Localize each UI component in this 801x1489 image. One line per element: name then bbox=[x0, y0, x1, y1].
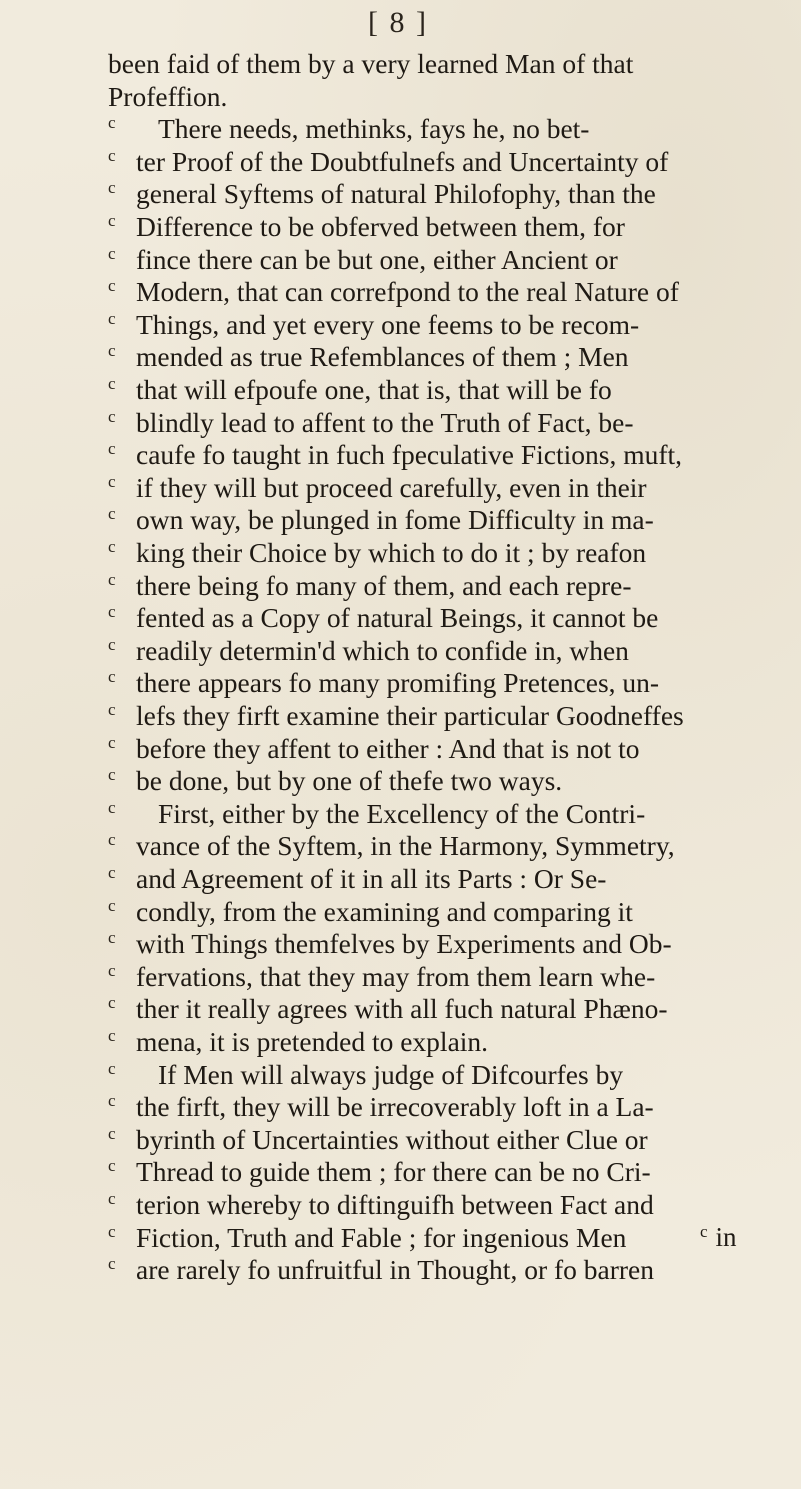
text-line: mended as true Refemblances of them ; Men bbox=[136, 341, 629, 373]
quote-mark: c bbox=[108, 1254, 116, 1274]
text-line: fince there can be but one, either Ancient or bbox=[136, 243, 618, 275]
text-line: general Syftems of natural Philofophy, than the bbox=[136, 178, 656, 210]
text-line: caufe fo taught in fuch fpeculative Fictions, muft, bbox=[136, 439, 683, 471]
quote-mark: c bbox=[108, 308, 116, 328]
text-line: Things, and yet every one feems to be recom- bbox=[136, 308, 640, 340]
quote-mark: c bbox=[108, 211, 116, 230]
text-line: ter Proof of the Doubtfulnefs and Uncertainty of bbox=[136, 145, 669, 177]
quote-mark: c bbox=[108, 895, 116, 915]
text-line: if they will but proceed carefully, even in their bbox=[136, 471, 647, 503]
catchword-text: in bbox=[715, 1222, 737, 1252]
text-line: There needs, methinks, fays he, no bet- bbox=[158, 113, 590, 145]
quote-mark: c bbox=[108, 1189, 116, 1208]
quote-mark: c bbox=[108, 145, 116, 165]
quote-mark: c bbox=[108, 341, 116, 361]
text-line: Fiction, Truth and Fable ; for ingenious Men bbox=[136, 1221, 627, 1253]
text-line: If Men will always judge of Difcourfes by bbox=[158, 1058, 624, 1090]
quote-mark: c bbox=[108, 928, 116, 948]
text-line: fented as a Copy of natural Beings, it cannot be bbox=[136, 602, 659, 634]
text-line: before they affent to either : And that is not to bbox=[136, 732, 640, 764]
quote-mark: c bbox=[108, 732, 116, 752]
text-line: lefs they firft examine their particular Goodneffes bbox=[136, 700, 684, 731]
page-number: [ 8 ] bbox=[368, 6, 428, 39]
catchword-quote-mark: c bbox=[700, 1222, 708, 1241]
quote-mark: c bbox=[108, 765, 116, 785]
quote-mark: c bbox=[108, 374, 116, 393]
text-line: are rarely fo unfruitful in Thought, or fo barren bbox=[136, 1254, 654, 1286]
text-line: fervations, that they may from them learn whe- bbox=[136, 960, 656, 992]
quote-mark: c bbox=[108, 830, 116, 850]
quote-mark: c bbox=[108, 276, 116, 296]
text-line: ther it really agrees with all fuch natural Phæno- bbox=[136, 993, 668, 1025]
quote-mark: c bbox=[108, 1123, 116, 1143]
text-line: Modern, that can correfpond to the real Nature of bbox=[136, 276, 679, 308]
catchword bbox=[700, 1222, 737, 1253]
quote-mark: c bbox=[108, 863, 116, 882]
quote-mark: c bbox=[108, 439, 116, 459]
quote-mark: c bbox=[108, 113, 116, 133]
text-line: condly, from the examining and comparing it bbox=[136, 895, 633, 927]
text-line: that will efpoufe one, that is, that will be fo bbox=[136, 374, 612, 405]
text-line: byrinth of Uncertainties without either Clue or bbox=[136, 1123, 648, 1155]
quote-mark: c bbox=[108, 797, 116, 817]
text-line: First, either by the Excellency of the Contri- bbox=[158, 797, 646, 829]
text-line: mena, it is pretended to explain. bbox=[136, 1026, 489, 1057]
text-line: readily determin'd which to confide in, when bbox=[136, 634, 629, 666]
text-line: been faid of them by a very learned Man of that bbox=[108, 48, 634, 79]
quote-mark: c bbox=[108, 634, 116, 654]
text-line: Difference to be obferved between them, for bbox=[136, 211, 625, 242]
quote-mark: c bbox=[108, 1091, 116, 1111]
quote-mark: c bbox=[108, 178, 116, 198]
text-line: with Things themfelves by Experiments and Ob- bbox=[136, 928, 672, 960]
quote-mark: c bbox=[108, 406, 116, 426]
text-line: blindly lead to affent to the Truth of Fact, be- bbox=[136, 406, 634, 438]
quote-mark: c bbox=[108, 504, 116, 524]
text-line: own way, be plunged in fome Difficulty in ma- bbox=[136, 504, 654, 536]
quote-mark: c bbox=[108, 1156, 116, 1176]
quote-mark: c bbox=[108, 1058, 116, 1078]
text-line: there being fo many of them, and each repre- bbox=[136, 569, 632, 601]
quote-mark: c bbox=[108, 471, 116, 491]
quote-mark: c bbox=[108, 243, 116, 263]
text-line: Thread to guide them ; for there can be no Cri- bbox=[136, 1156, 651, 1188]
text-line: Profeffion. bbox=[108, 80, 228, 112]
text-line: and Agreement of it in all its Parts : Or Se- bbox=[136, 863, 607, 894]
text-line: terion whereby to diftinguifh between Fact and bbox=[136, 1189, 654, 1220]
text-line: there appears fo many promifing Pretences, un- bbox=[136, 667, 660, 699]
quote-mark: c bbox=[108, 1221, 116, 1241]
text-line: vance of the Syftem, in the Harmony, Symmetry, bbox=[136, 830, 675, 862]
text-line: king their Choice by which to do it ; by reafon bbox=[136, 537, 647, 568]
quote-mark: c bbox=[108, 1026, 116, 1045]
quote-mark: c bbox=[108, 569, 116, 589]
quote-mark: c bbox=[108, 667, 116, 687]
text-line: the firft, they will be irrecoverably loft in a La- bbox=[136, 1091, 654, 1123]
quote-mark: c bbox=[108, 960, 116, 980]
quote-mark: c bbox=[108, 537, 116, 556]
quote-mark: c bbox=[108, 602, 116, 622]
text-line: be done, but by one of thefe two ways. bbox=[136, 765, 563, 797]
quote-mark: c bbox=[108, 700, 116, 719]
quote-mark: c bbox=[108, 993, 116, 1013]
